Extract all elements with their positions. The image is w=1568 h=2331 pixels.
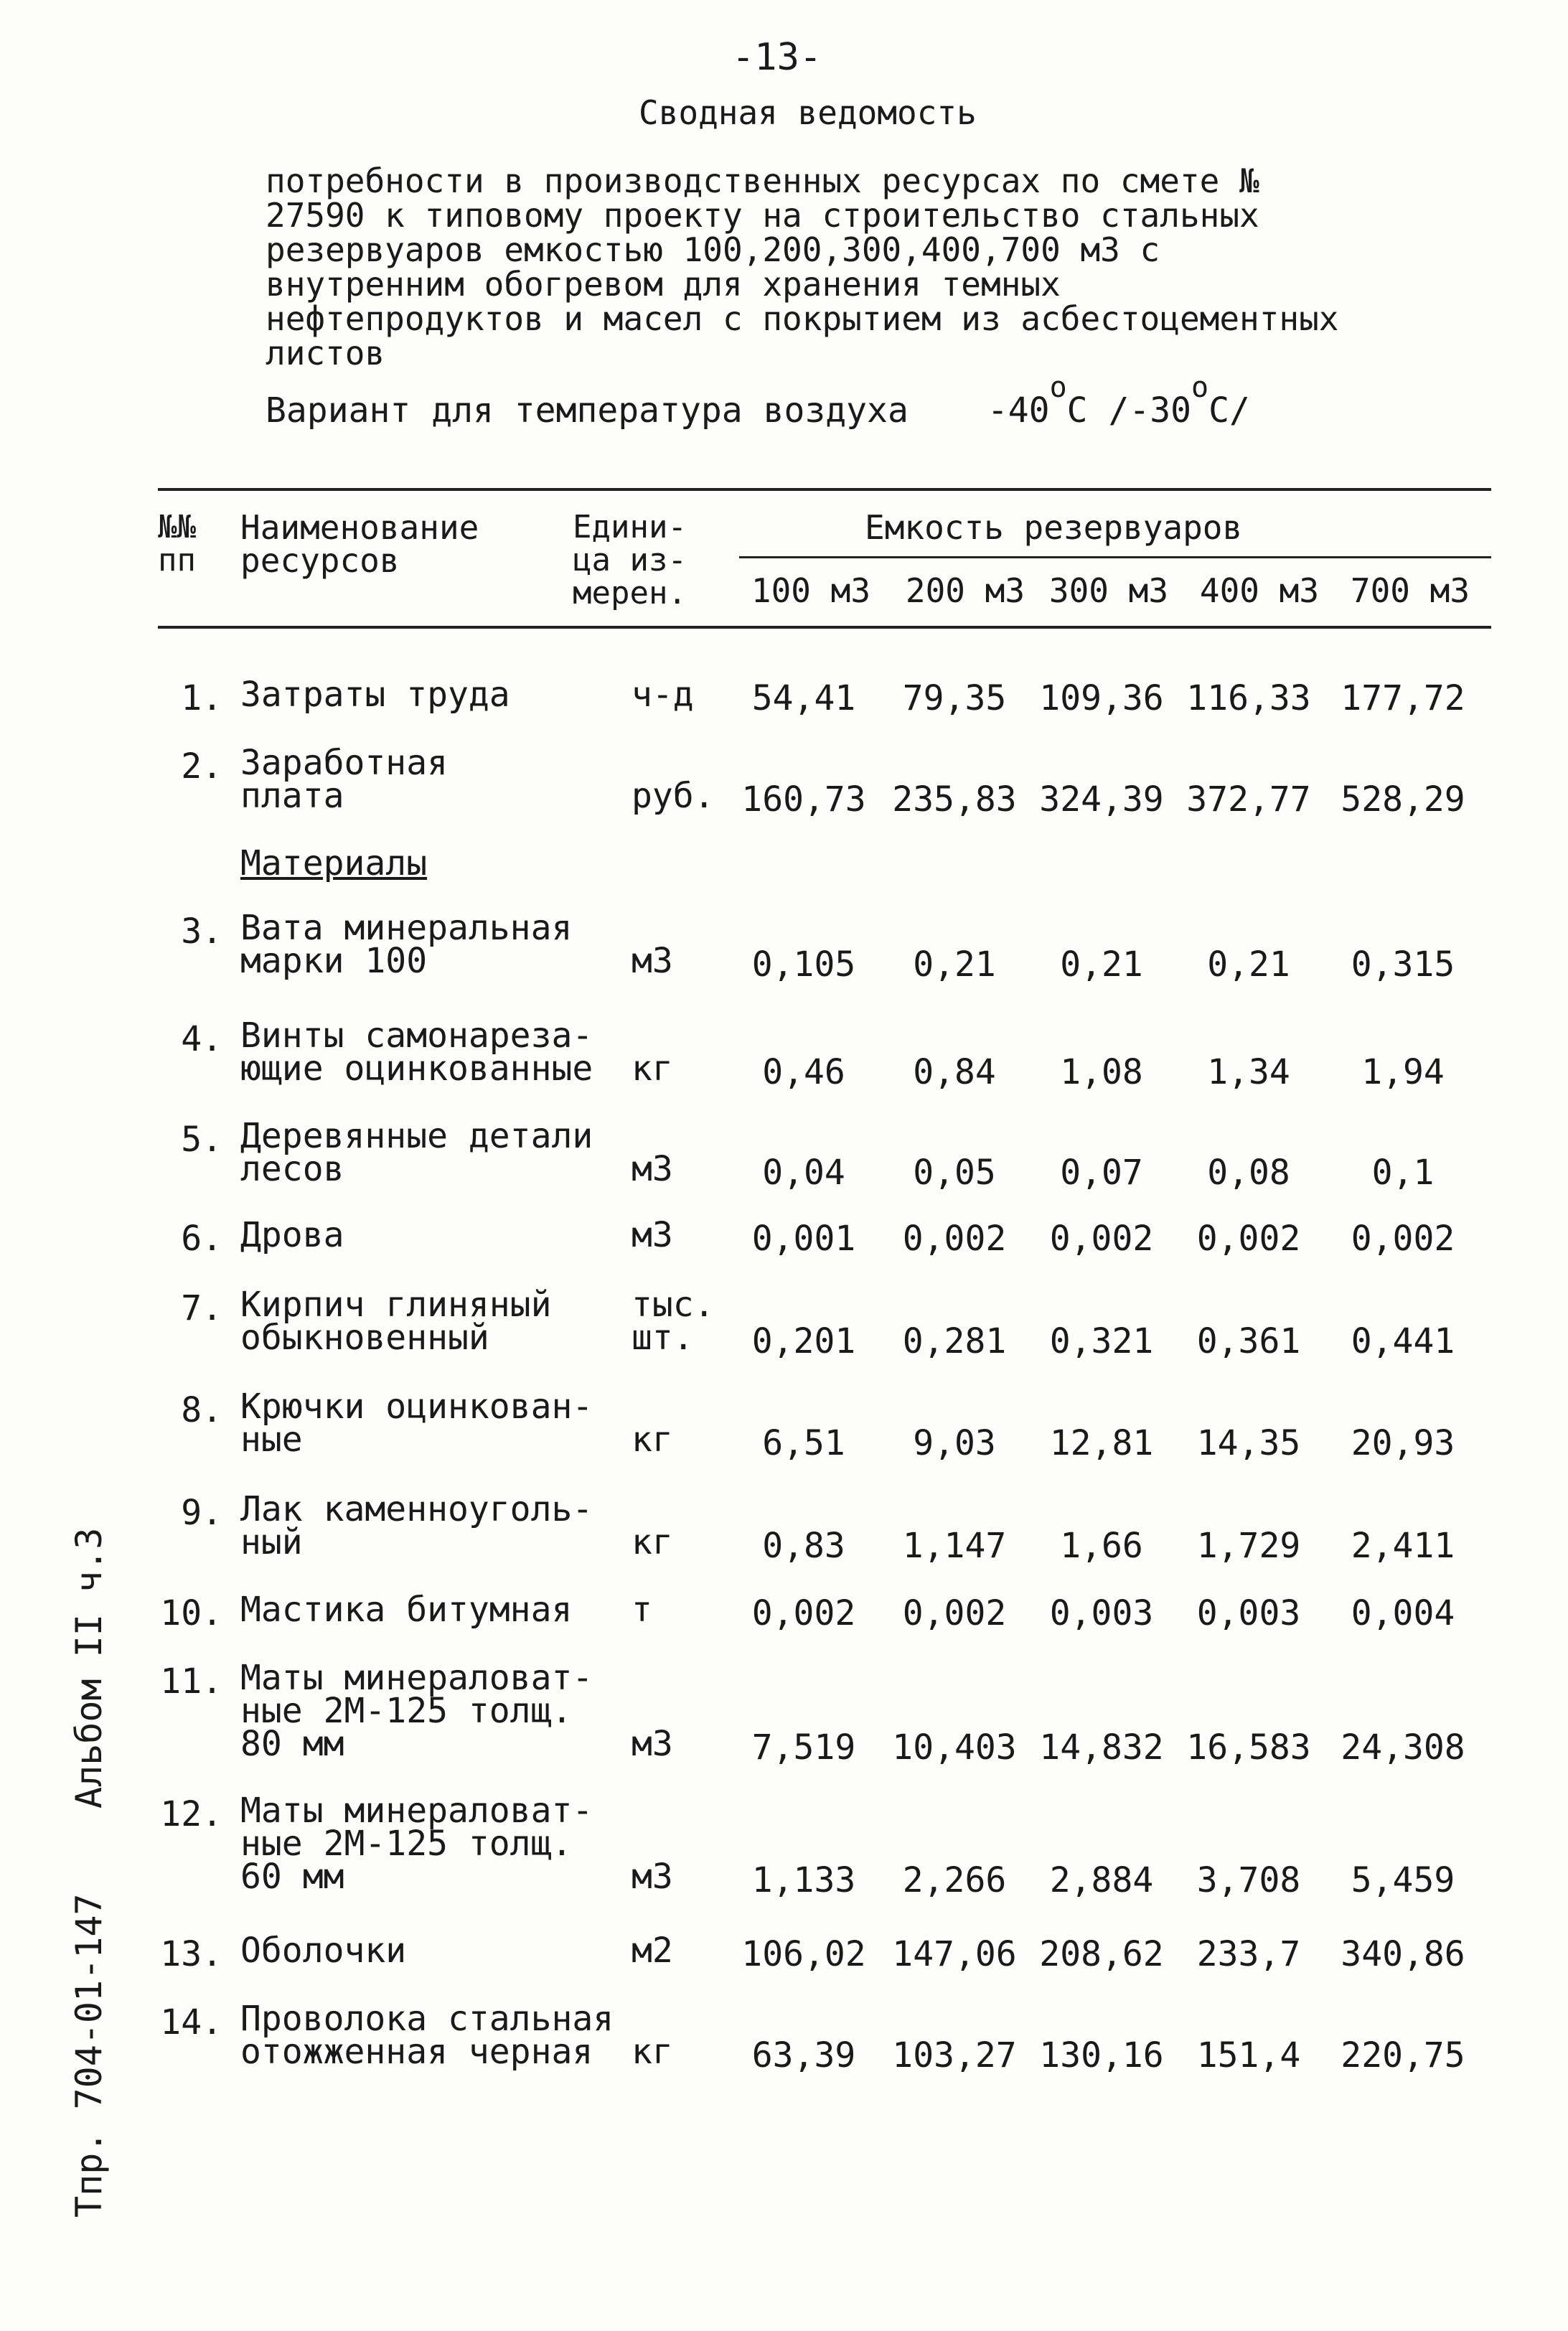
row-value: 20,93 bbox=[1351, 1423, 1455, 1463]
row-unit: кг bbox=[632, 1522, 673, 1562]
header-num: №№ пп bbox=[158, 509, 196, 578]
row-value: 2,411 bbox=[1351, 1526, 1455, 1566]
row-value: 0,002 bbox=[751, 1593, 856, 1633]
row-value: 0,46 bbox=[762, 1052, 845, 1092]
row-value: 103,27 bbox=[892, 2035, 1017, 2076]
row-name: Лак каменноуголь- ный bbox=[240, 1489, 593, 1562]
header-unit: Едини- ца из- мерен. bbox=[573, 509, 687, 611]
row-number: 14. bbox=[160, 2002, 222, 2042]
row-value: 0,21 bbox=[1207, 944, 1290, 985]
row-number: 7. bbox=[181, 1288, 222, 1328]
row-value: 235,83 bbox=[892, 779, 1017, 820]
row-value: 0,05 bbox=[913, 1153, 996, 1193]
row-number: 3. bbox=[181, 911, 222, 952]
row-value: 1,94 bbox=[1361, 1052, 1445, 1092]
row-name: Винты самонареза- ющие оцинкованные bbox=[240, 1016, 593, 1089]
row-value: 1,147 bbox=[902, 1526, 1007, 1566]
header-col-400: 400 м3 bbox=[1199, 571, 1320, 610]
header-bottom-rule bbox=[158, 626, 1491, 629]
row-value: 0,21 bbox=[913, 944, 996, 985]
margin-album-note: Альбом II ч.3 bbox=[68, 1527, 110, 1809]
row-number: 1. bbox=[181, 678, 222, 718]
row-value: 0,002 bbox=[1049, 1219, 1154, 1259]
row-unit: ч-д bbox=[632, 675, 694, 715]
row-value: 0,07 bbox=[1060, 1153, 1143, 1193]
row-value: 151,4 bbox=[1196, 2035, 1301, 2076]
row-name: Маты минераловат- ные 2М-125 толщ. 60 мм bbox=[240, 1791, 593, 1897]
row-value: 7,519 bbox=[751, 1727, 856, 1768]
row-name: Кирпич глиняный обыкновенный bbox=[240, 1285, 552, 1358]
row-unit: м3 bbox=[632, 941, 673, 981]
row-name: Крючки оцинкован- ные bbox=[240, 1387, 593, 1460]
row-value: 1,729 bbox=[1196, 1526, 1301, 1566]
header-col-700: 700 м3 bbox=[1350, 571, 1470, 610]
document-title: Сводная ведомость bbox=[639, 93, 977, 132]
row-value: 0,08 bbox=[1207, 1153, 1290, 1193]
document-intro: потребности в производственных ресурсах по смете № 27590 к типовому проекту на строительство стальных резервуаров емкостью 100,200,300,400,700 м3 с внутренним обогревом для хранения темных нефтепродуктов и масел с покрытием из асбестоцементных листов bbox=[266, 161, 1339, 372]
header-col-100: 100 м3 bbox=[751, 571, 871, 610]
variant-label: Вариант для температура воздуха bbox=[266, 390, 909, 431]
row-number: 8. bbox=[181, 1390, 222, 1430]
row-value: 208,62 bbox=[1039, 1934, 1164, 1974]
row-value: 0,83 bbox=[762, 1526, 845, 1566]
section-materials: Материалы bbox=[240, 843, 428, 883]
row-number: 12. bbox=[160, 1794, 222, 1834]
row-value: 79,35 bbox=[902, 678, 1007, 718]
row-value: 5,459 bbox=[1351, 1860, 1455, 1900]
row-unit: м3 bbox=[632, 1857, 673, 1897]
row-value: 0,441 bbox=[1351, 1321, 1455, 1361]
row-unit: м3 bbox=[632, 1149, 673, 1189]
header-capacity: Емкость резервуаров bbox=[865, 508, 1243, 547]
row-value: 0,002 bbox=[902, 1219, 1007, 1259]
row-value: 1,34 bbox=[1207, 1052, 1290, 1092]
row-value: 0,1 bbox=[1371, 1153, 1435, 1193]
row-value: 2,884 bbox=[1049, 1860, 1154, 1900]
row-value: 1,66 bbox=[1060, 1526, 1143, 1566]
row-unit: т bbox=[632, 1590, 652, 1630]
row-value: 3,708 bbox=[1196, 1860, 1301, 1900]
header-col-300: 300 м3 bbox=[1048, 571, 1169, 610]
row-name: Мастика битумная bbox=[240, 1590, 573, 1630]
row-number: 2. bbox=[181, 746, 222, 787]
row-unit: руб. bbox=[632, 776, 715, 816]
row-number: 4. bbox=[181, 1019, 222, 1059]
row-name: Оболочки bbox=[240, 1931, 407, 1971]
row-value: 0,315 bbox=[1351, 944, 1455, 985]
row-value: 0,04 bbox=[762, 1153, 845, 1193]
temp-second: С /-30 bbox=[1066, 390, 1192, 431]
row-unit: кг bbox=[632, 1049, 673, 1089]
row-value: 106,02 bbox=[741, 1934, 866, 1974]
row-value: 147,06 bbox=[892, 1934, 1017, 1974]
temp-close: С/ bbox=[1208, 390, 1250, 431]
row-value: 0,201 bbox=[751, 1321, 856, 1361]
row-value: 2,266 bbox=[902, 1860, 1007, 1900]
row-value: 10,403 bbox=[892, 1727, 1017, 1768]
row-value: 6,51 bbox=[762, 1423, 845, 1463]
row-value: 0,001 bbox=[751, 1219, 856, 1259]
page-number: -13- bbox=[732, 36, 822, 79]
capacity-rule bbox=[739, 556, 1491, 558]
degree-mark: о bbox=[1049, 371, 1067, 404]
row-value: 0,002 bbox=[1351, 1219, 1455, 1259]
row-name: Проволока стальная отожженная черная bbox=[240, 1999, 614, 2072]
row-value: 160,73 bbox=[741, 779, 866, 820]
row-name: Затраты труда bbox=[240, 675, 510, 715]
row-value: 63,39 bbox=[751, 2035, 856, 2076]
row-number: 13. bbox=[160, 1934, 222, 1974]
row-unit: м3 bbox=[632, 1724, 673, 1764]
row-value: 0,002 bbox=[902, 1593, 1007, 1633]
row-value: 0,002 bbox=[1196, 1219, 1301, 1259]
row-value: 0,361 bbox=[1196, 1321, 1301, 1361]
row-name: Дрова bbox=[240, 1215, 344, 1255]
row-value: 14,35 bbox=[1196, 1423, 1301, 1463]
row-name: Вата минеральная марки 100 bbox=[240, 908, 573, 981]
row-value: 220,75 bbox=[1341, 2035, 1465, 2076]
row-unit: кг bbox=[632, 2032, 673, 2072]
row-name: Деревянные детали лесов bbox=[240, 1116, 593, 1189]
row-value: 0,84 bbox=[913, 1052, 996, 1092]
row-name: Заработная плата bbox=[240, 743, 448, 816]
row-value: 16,583 bbox=[1186, 1727, 1311, 1768]
row-value: 324,39 bbox=[1039, 779, 1164, 820]
row-value: 528,29 bbox=[1341, 779, 1465, 820]
degree-mark: о bbox=[1191, 371, 1209, 404]
row-value: 0,003 bbox=[1049, 1593, 1154, 1633]
row-name: Маты минераловат- ные 2М-125 толщ. 80 мм bbox=[240, 1658, 593, 1764]
row-value: 233,7 bbox=[1196, 1934, 1301, 1974]
header-col-200: 200 м3 bbox=[905, 571, 1025, 610]
margin-project-note: Тпр. 704-01-147 bbox=[68, 1893, 110, 2218]
row-value: 340,86 bbox=[1341, 1934, 1465, 1974]
row-value: 24,308 bbox=[1341, 1727, 1465, 1768]
temp-first: -40 bbox=[987, 390, 1050, 431]
row-number: 9. bbox=[181, 1493, 222, 1533]
table-top-rule bbox=[158, 488, 1491, 491]
row-value: 12,81 bbox=[1049, 1423, 1154, 1463]
row-value: 1,08 bbox=[1060, 1052, 1143, 1092]
row-value: 14,832 bbox=[1039, 1727, 1164, 1768]
row-number: 11. bbox=[160, 1661, 222, 1702]
row-value: 54,41 bbox=[751, 678, 856, 718]
row-value: 0,321 bbox=[1049, 1321, 1154, 1361]
row-unit: м3 bbox=[632, 1215, 673, 1255]
row-value: 116,33 bbox=[1186, 678, 1311, 718]
row-value: 0,003 bbox=[1196, 1593, 1301, 1633]
header-name: Наименование ресурсов bbox=[240, 508, 479, 580]
row-number: 5. bbox=[181, 1120, 222, 1160]
temperature-variant bbox=[266, 371, 1250, 431]
row-unit: кг bbox=[632, 1420, 673, 1460]
row-value: 1,133 bbox=[751, 1860, 856, 1900]
row-value: 0,004 bbox=[1351, 1593, 1455, 1633]
row-value: 0,105 bbox=[751, 944, 856, 985]
row-value: 0,281 bbox=[902, 1321, 1007, 1361]
row-unit: тыс. шт. bbox=[632, 1285, 715, 1358]
row-number: 10. bbox=[160, 1593, 222, 1633]
row-value: 372,77 bbox=[1186, 779, 1311, 820]
row-value: 0,21 bbox=[1060, 944, 1143, 985]
row-value: 9,03 bbox=[913, 1423, 996, 1463]
row-unit: м2 bbox=[632, 1931, 673, 1971]
row-number: 6. bbox=[181, 1219, 222, 1259]
row-value: 109,36 bbox=[1039, 678, 1164, 718]
row-value: 177,72 bbox=[1341, 678, 1465, 718]
row-value: 130,16 bbox=[1039, 2035, 1164, 2076]
